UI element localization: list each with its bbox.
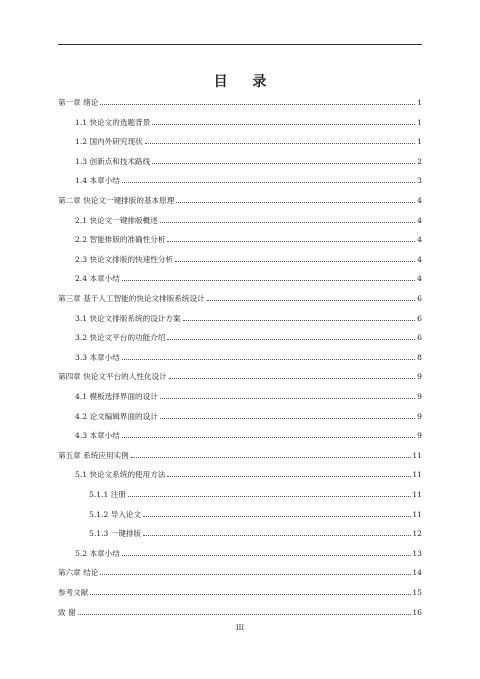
toc-entry-page: 4 [417, 235, 422, 245]
toc-title: 目 录 [213, 74, 277, 90]
toc-entry-page: 6 [417, 333, 422, 343]
toc-entry[interactable] [75, 157, 422, 167]
toc-dot-leader [207, 294, 415, 301]
toc-dot-leader [160, 392, 415, 399]
toc-entry[interactable] [75, 353, 422, 363]
toc-dot-leader [128, 490, 411, 497]
toc-entry[interactable] [58, 451, 422, 461]
toc-entry-label: 1.4 本章小结 [75, 176, 120, 186]
toc-entry-page: 4 [417, 215, 422, 225]
toc-entry[interactable] [75, 333, 422, 343]
toc-entry-page: 8 [417, 352, 422, 362]
toc-dot-leader [183, 314, 415, 321]
toc-entry-page: 16 [412, 607, 422, 617]
toc-entry-label: 5.1.3 一键排版 [89, 529, 142, 539]
toc-entry[interactable] [58, 372, 422, 382]
toc-dot-leader [167, 470, 411, 477]
toc-entry-page: 1 [417, 117, 422, 127]
toc-dot-leader [169, 372, 415, 379]
toc-entry[interactable] [58, 294, 422, 304]
toc-entry[interactable] [58, 608, 422, 618]
toc-entry-label: 第二章 快论文一键排版的基本原理 [58, 196, 175, 205]
toc-entry-page: 11 [412, 450, 422, 460]
toc-entry-label: 5.2 本章小结 [75, 548, 120, 558]
toc-entry[interactable] [75, 255, 422, 265]
toc-entry-page: 9 [417, 392, 422, 401]
toc-entry[interactable] [75, 235, 422, 245]
toc-dot-leader [176, 196, 415, 203]
toc-dot-leader [167, 333, 415, 340]
toc-entry[interactable] [89, 510, 422, 520]
toc-entry-label: 第一章 绪论 [58, 98, 99, 107]
toc-entry-label: 4.3 本章小结 [75, 431, 120, 441]
toc-dot-leader [122, 431, 415, 438]
toc-entry[interactable] [89, 529, 422, 539]
toc-entry[interactable] [75, 118, 422, 128]
toc-entry-page: 9 [417, 411, 422, 421]
toc-entry-label: 致 谢 [58, 607, 76, 617]
toc-entry-page: 12 [412, 529, 422, 539]
toc-entry-label: 3.2 快论文平台的功能介绍 [75, 333, 166, 343]
toc-entry-page: 2 [417, 156, 422, 166]
toc-dot-leader [122, 274, 415, 281]
toc-entry-page: 15 [412, 588, 422, 597]
toc-entry-label: 3.3 本章小结 [75, 352, 120, 362]
toc-entry[interactable] [58, 98, 422, 108]
toc-entry-label: 2.2 智能排版的准确性分析 [75, 235, 166, 245]
toc-entry-label: 3.1 快论文排版系统的设计方案 [75, 313, 181, 323]
toc-entry[interactable] [58, 196, 422, 206]
toc-entry[interactable] [89, 490, 422, 500]
toc-entry[interactable] [75, 274, 422, 284]
toc-entry-page: 3 [417, 176, 422, 186]
toc-entry-label: 1.2 国内外研究现状 [75, 137, 143, 147]
toc-entry-label: 5.1.2 导入论文 [89, 509, 142, 519]
toc-dot-leader [100, 568, 411, 575]
toc-entry-page: 13 [412, 548, 422, 558]
page-number: III [235, 624, 245, 632]
toc-entry[interactable] [75, 137, 422, 147]
toc-entry-page: 6 [417, 313, 422, 323]
toc-entry-page: 11 [412, 509, 422, 519]
toc-entry-label: 2.4 本章小结 [75, 274, 120, 284]
toc-entry-label: 5.1 快论文系统的使用方法 [75, 470, 166, 480]
toc-dot-leader [143, 529, 411, 536]
toc-dot-leader [78, 608, 412, 615]
toc-dot-leader [100, 98, 415, 105]
toc-dot-leader [152, 118, 415, 125]
toc-entry-label: 第五章 系统应用实例 [58, 450, 129, 460]
toc-entry-label: 第三章 基于人工智能的快论文排版系统设计 [58, 294, 205, 303]
toc-dot-leader [160, 412, 415, 419]
toc-entry[interactable] [75, 314, 422, 324]
toc-entry-label: 2.1 快论文一键排版概述 [75, 215, 158, 225]
toc-dot-leader [90, 588, 411, 595]
toc-entry-page: 11 [412, 470, 422, 480]
toc-entry-label: 1.3 创新点和技术路线 [75, 156, 151, 166]
toc-entry-label: 第四章 快论文平台的人性化设计 [58, 372, 167, 382]
toc-entry[interactable] [75, 431, 422, 441]
header-rule [58, 44, 422, 45]
toc-dot-leader [122, 176, 415, 183]
toc-entry-label: 第六章 结论 [58, 568, 99, 578]
toc-entry-page: 1 [417, 98, 422, 107]
toc-dot-leader [145, 137, 415, 144]
toc-entry-label: 4.2 论文编辑界面的设计 [75, 411, 158, 421]
toc-entry[interactable] [75, 216, 422, 226]
toc-entry-label: 1.1 快论文的选题背景 [75, 117, 151, 127]
toc-entry[interactable] [75, 176, 422, 186]
toc-entry[interactable] [75, 470, 422, 480]
toc-entry[interactable] [75, 412, 422, 422]
toc-entry[interactable] [75, 549, 422, 559]
toc-entry-page: 4 [417, 196, 422, 205]
toc-dot-leader [122, 549, 411, 556]
toc-dot-leader [160, 216, 415, 223]
toc-dot-leader [167, 235, 415, 242]
toc-entry[interactable] [58, 568, 422, 578]
toc-dot-leader [143, 510, 411, 517]
toc-entry[interactable] [75, 392, 422, 402]
toc-dot-leader [152, 157, 415, 164]
toc-entry-label: 参考文献 [58, 588, 89, 597]
toc-entry-page: 9 [417, 431, 422, 441]
toc-entry-page: 11 [412, 490, 422, 499]
toc-dot-leader [175, 255, 415, 262]
toc-entry[interactable] [58, 588, 422, 598]
toc-entry-label: 2.3 快论文排版的快速性分析 [75, 254, 174, 264]
toc-dot-leader [122, 353, 415, 360]
toc-dot-leader [131, 451, 412, 458]
toc-entry-page: 1 [417, 137, 422, 147]
toc-entry-page: 9 [417, 372, 422, 382]
toc-entry-page: 6 [417, 294, 422, 303]
toc-entry-page: 4 [417, 254, 422, 264]
toc-entry-page: 14 [412, 568, 422, 578]
toc-entry-label: 4.1 模板选择界面的设计 [75, 392, 158, 401]
toc-entry-label: 5.1.1 注册 [89, 490, 126, 499]
toc-entry-page: 4 [417, 274, 422, 284]
